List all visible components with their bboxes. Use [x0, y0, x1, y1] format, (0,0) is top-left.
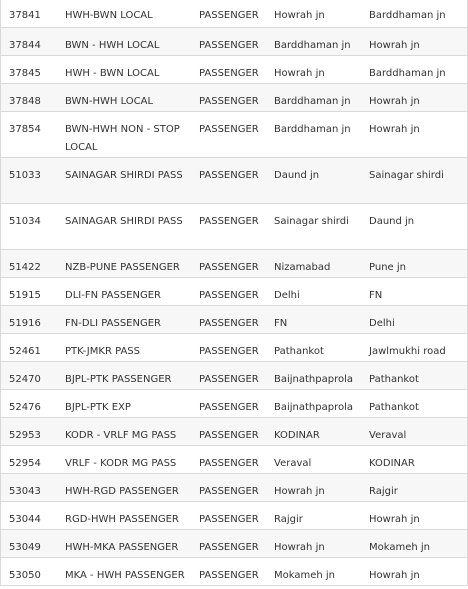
train-name: SAINAGAR SHIRDI PASS	[57, 204, 191, 250]
train-destination: Daund jn	[361, 204, 467, 250]
train-destination: Mokameh jn	[361, 530, 467, 558]
train-type: PASSENGER	[191, 362, 266, 390]
train-name: DLI-FN PASSENGER	[57, 278, 191, 306]
train-number: 53044	[1, 502, 57, 530]
train-source: Nizamabad	[266, 250, 361, 278]
table-row	[1, 446, 467, 474]
train-number: 37854	[1, 112, 57, 158]
train-name: BWN - HWH LOCAL	[57, 28, 191, 56]
train-destination: FN	[361, 278, 467, 306]
train-destination: Howrah jn	[361, 112, 467, 158]
train-type: PASSENGER	[191, 418, 266, 446]
train-number: 53050	[1, 558, 57, 586]
table-row	[1, 278, 467, 306]
train-source: FN	[266, 306, 361, 334]
train-name: HWH-BWN LOCAL	[57, 0, 191, 28]
train-number: 52470	[1, 362, 57, 390]
table-row	[1, 474, 467, 502]
train-name: BWN-HWH NON - STOP LOCAL	[57, 112, 191, 158]
train-name: SAINAGAR SHIRDI PASS	[57, 158, 191, 204]
train-destination: Howrah jn	[361, 502, 467, 530]
table-row	[1, 334, 467, 362]
train-type: PASSENGER	[191, 446, 266, 474]
train-type: PASSENGER	[191, 84, 266, 112]
train-source: Howrah jn	[266, 0, 361, 28]
train-name: BWN-HWH LOCAL	[57, 84, 191, 112]
train-number: 53043	[1, 474, 57, 502]
train-destination: Howrah jn	[361, 28, 467, 56]
train-type: PASSENGER	[191, 0, 266, 28]
train-type: PASSENGER	[191, 250, 266, 278]
table-row	[1, 530, 467, 558]
train-source: Sainagar shirdi	[266, 204, 361, 250]
train-destination: Pathankot	[361, 390, 467, 418]
train-destination: Barddhaman jn	[361, 56, 467, 84]
train-name: NZB-PUNE PASSENGER	[57, 250, 191, 278]
train-source: Barddhaman jn	[266, 28, 361, 56]
train-destination: Pune jn	[361, 250, 467, 278]
train-destination: Veraval	[361, 418, 467, 446]
train-name: HWH-RGD PASSENGER	[57, 474, 191, 502]
train-number: 51916	[1, 306, 57, 334]
train-name: BJPL-PTK PASSENGER	[57, 362, 191, 390]
train-name: HWH-MKA PASSENGER	[57, 530, 191, 558]
table-row	[1, 84, 467, 112]
train-destination: Delhi	[361, 306, 467, 334]
train-destination: Howrah jn	[361, 558, 467, 586]
train-source: Baijnathpaprola	[266, 362, 361, 390]
train-name: KODR - VRLF MG PASS	[57, 418, 191, 446]
table-row	[1, 28, 467, 56]
train-name: PTK-JMKR PASS	[57, 334, 191, 362]
train-type: PASSENGER	[191, 158, 266, 204]
train-destination: Rajgir	[361, 474, 467, 502]
train-source: KODINAR	[266, 418, 361, 446]
train-number: 37848	[1, 84, 57, 112]
train-destination: Barddhaman jn	[361, 0, 467, 28]
train-destination: Sainagar shirdi	[361, 158, 467, 204]
train-type: PASSENGER	[191, 56, 266, 84]
table-row	[1, 0, 467, 28]
table-row	[1, 558, 467, 586]
train-type: PASSENGER	[191, 390, 266, 418]
train-source: Pathankot	[266, 334, 361, 362]
train-number: 51034	[1, 204, 57, 250]
train-name: MKA - HWH PASSENGER	[57, 558, 191, 586]
train-source: Baijnathpaprola	[266, 390, 361, 418]
train-type: PASSENGER	[191, 28, 266, 56]
train-number: 37845	[1, 56, 57, 84]
train-destination: KODINAR	[361, 446, 467, 474]
train-source: Howrah jn	[266, 56, 361, 84]
train-name: BJPL-PTK EXP	[57, 390, 191, 418]
train-number: 51915	[1, 278, 57, 306]
train-type: PASSENGER	[191, 334, 266, 362]
train-type: PASSENGER	[191, 204, 266, 250]
train-type: PASSENGER	[191, 112, 266, 158]
table-row	[1, 306, 467, 334]
train-list-body	[1, 0, 467, 586]
table-row	[1, 204, 467, 250]
train-type: PASSENGER	[191, 306, 266, 334]
train-number: 51422	[1, 250, 57, 278]
train-type: PASSENGER	[191, 530, 266, 558]
train-name: VRLF - KODR MG PASS	[57, 446, 191, 474]
train-name: RGD-HWH PASSENGER	[57, 502, 191, 530]
train-type: PASSENGER	[191, 278, 266, 306]
train-source: Veraval	[266, 446, 361, 474]
train-name: HWH - BWN LOCAL	[57, 56, 191, 84]
table-row	[1, 56, 467, 84]
train-source: Rajgir	[266, 502, 361, 530]
train-number: 37844	[1, 28, 57, 56]
train-number: 52953	[1, 418, 57, 446]
train-type: PASSENGER	[191, 558, 266, 586]
train-destination: Howrah jn	[361, 84, 467, 112]
train-source: Delhi	[266, 278, 361, 306]
train-type: PASSENGER	[191, 502, 266, 530]
train-source: Barddhaman jn	[266, 84, 361, 112]
table-row	[1, 112, 467, 158]
table-row	[1, 158, 467, 204]
train-number: 51033	[1, 158, 57, 204]
train-number: 52954	[1, 446, 57, 474]
train-number: 37841	[1, 0, 57, 28]
train-list-table	[1, 0, 467, 586]
train-source: Howrah jn	[266, 530, 361, 558]
train-source: Barddhaman jn	[266, 112, 361, 158]
train-source: Howrah jn	[266, 474, 361, 502]
train-name: FN-DLI PASSENGER	[57, 306, 191, 334]
train-source: Mokameh jn	[266, 558, 361, 586]
train-number: 52461	[1, 334, 57, 362]
train-source: Daund jn	[266, 158, 361, 204]
table-row	[1, 502, 467, 530]
train-number: 53049	[1, 530, 57, 558]
train-number: 52476	[1, 390, 57, 418]
table-row	[1, 250, 467, 278]
train-type: PASSENGER	[191, 474, 266, 502]
table-row	[1, 362, 467, 390]
train-destination: Pathankot	[361, 362, 467, 390]
table-row	[1, 418, 467, 446]
table-row	[1, 390, 467, 418]
train-destination: Jawlmukhi road	[361, 334, 467, 362]
